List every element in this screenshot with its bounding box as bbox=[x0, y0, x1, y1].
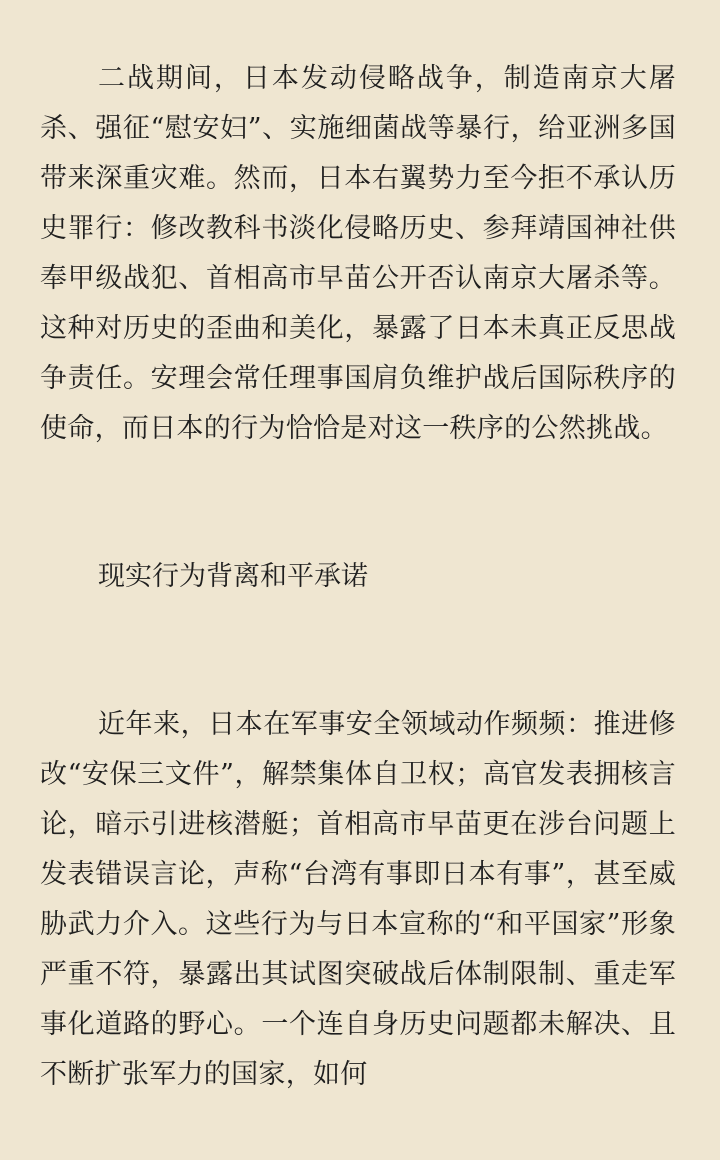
article-paragraph-military: 近年来，日本在军事安全领域动作频频：推进修改“安保三文件”，解禁集体自卫权；高官发表拥核言论，暗示引进核潜艇；首相高市早苗更在涉台问题上发表错误言论，声称“台湾有事即日本有事”，甚至威胁武力介入。这些行为与日本宣称的“和平国家”形象严重不符，暴露出其试图突破战后体制限制、重走军事化道路的野心。一个连自身历史问题都未解决、且不断扩张军力的国家，如何 bbox=[40, 709, 676, 1090]
article-paragraph-history: 二战期间，日本发动侵略战争，制造南京大屠杀、强征“慰安妇”、实施细菌战等暴行，给亚洲多国带来深重灾难。然而，日本右翼势力至今拒不承认历史罪行：修改教科书淡化侵略历史、参拜靖国神社供奉甲级战犯、首相高市早苗公开否认南京大屠杀等。这种对历史的歪曲和美化，暴露了日本未真正反思战争责任。安理会常任理事国肩负维护战后国际秩序的使命，而日本的行为恰恰是对这一秩序的公然挑战。 bbox=[40, 63, 676, 444]
section-heading: 现实行为背离和平承诺 bbox=[98, 561, 368, 592]
